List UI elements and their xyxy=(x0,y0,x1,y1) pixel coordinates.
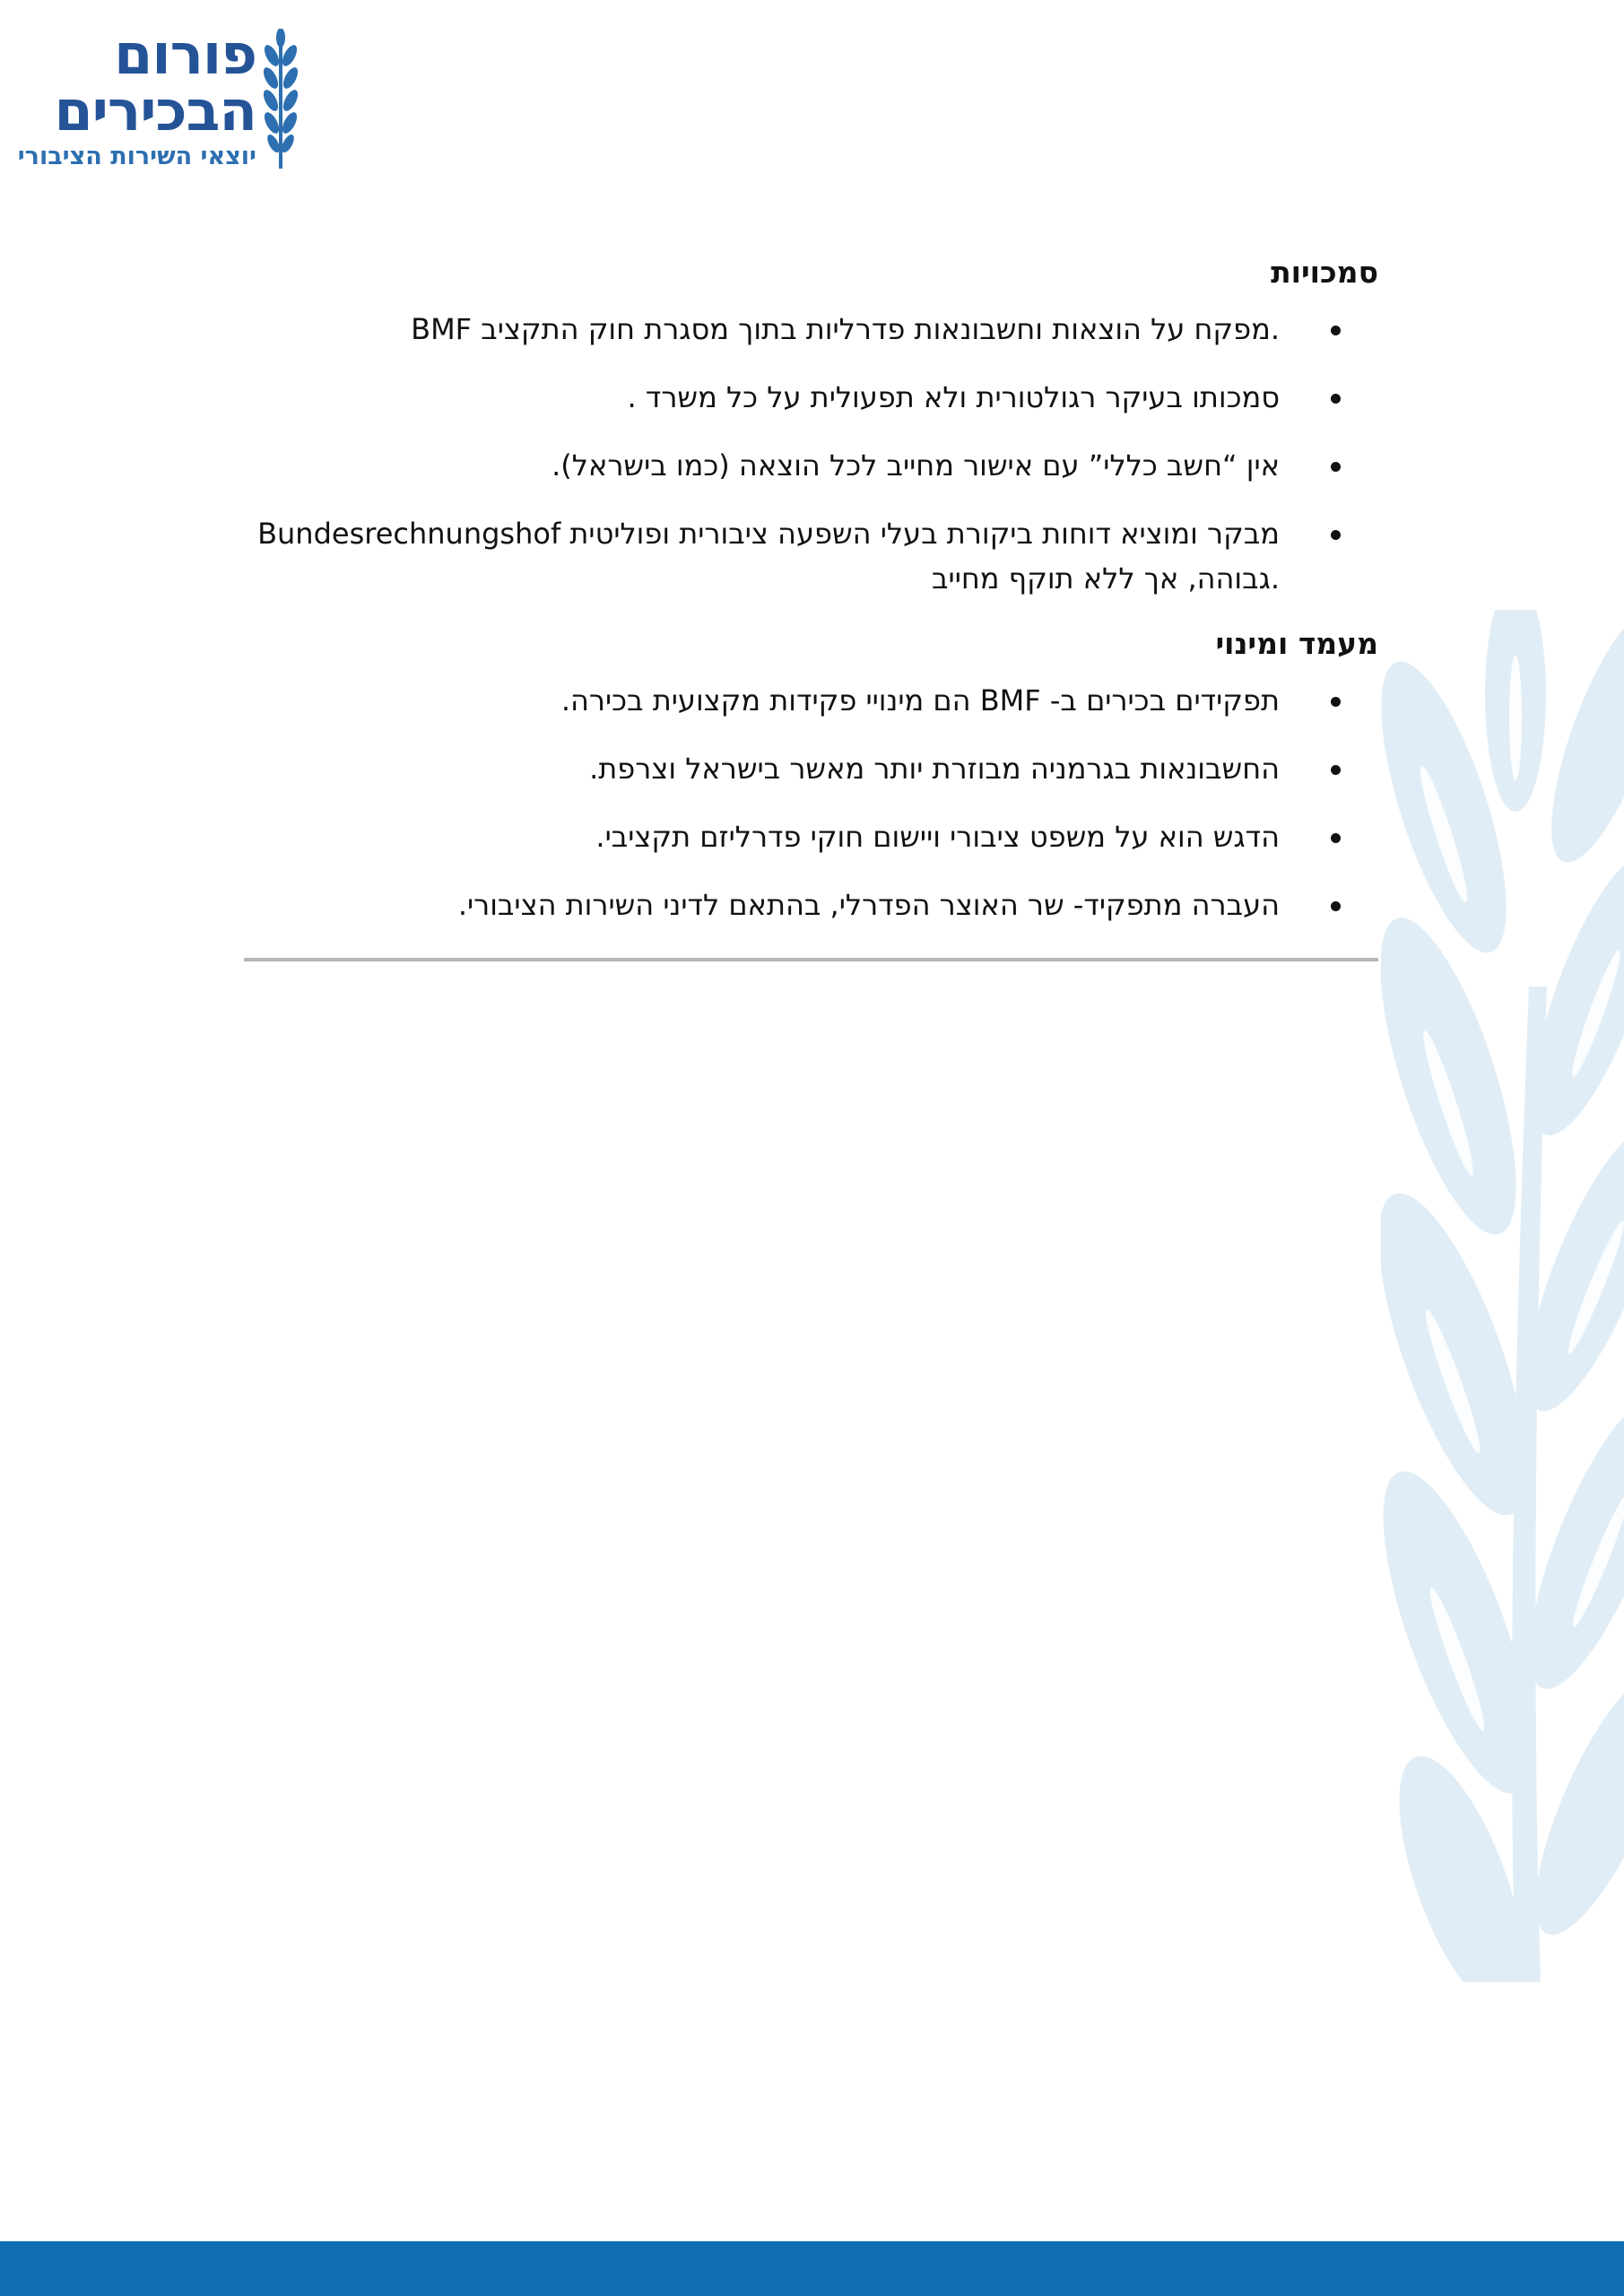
authority-list xyxy=(244,307,1378,601)
logo-line-1: פורום xyxy=(114,22,256,87)
list-item: החשבונאות בגרמניה מבוזרת יותר מאשר בישראל וצרפת. xyxy=(244,746,1280,791)
list-item: סמכותו בעיקר רגולטורית ולא תפעולית על כל משרד . xyxy=(244,375,1280,420)
logo-tagline: יוצאי השירות הציבורי xyxy=(17,143,256,170)
horizontal-divider xyxy=(244,958,1378,961)
section-heading-authority: סמכויות xyxy=(1271,255,1378,290)
section-heading-status: מעמד ומינוי xyxy=(1215,626,1378,661)
list-item: הדגש הוא על משפט ציבורי ויישום חוקי פדרליזם תקציבי. xyxy=(244,814,1280,859)
list-item: תפקידים בכירים ב- BMF הם מינויי פקידות מקצועית בכירה. xyxy=(244,678,1280,723)
logo-wordmark xyxy=(17,22,256,172)
footer-band xyxy=(0,2241,1624,2296)
organization-logo xyxy=(17,22,303,172)
list-item: העברה מתפקיד- שר האוצר הפדרלי, בהתאם לדיני השירות הציבורי. xyxy=(244,883,1280,927)
wheat-watermark-icon xyxy=(1381,610,1624,1982)
wheat-icon xyxy=(258,29,303,170)
list-item: אין “חשב כללי” עם אישור מחייב לכל הוצאה (כמו בישראל). xyxy=(244,443,1280,488)
logo-line-2: הבכירים xyxy=(54,78,256,144)
status-list xyxy=(244,678,1378,927)
list-item: Bundesrechnungshof מבקר ומוציא דוחות ביקורת בעלי השפעה ציבורית ופוליטית גבוהה, אך ללא תוקף מחייב. xyxy=(244,511,1280,601)
document-body xyxy=(244,255,1378,961)
list-item: BMF מפקח על הוצאות וחשבונאות פדרליות בתוך מסגרת חוק התקציב. xyxy=(244,307,1280,352)
